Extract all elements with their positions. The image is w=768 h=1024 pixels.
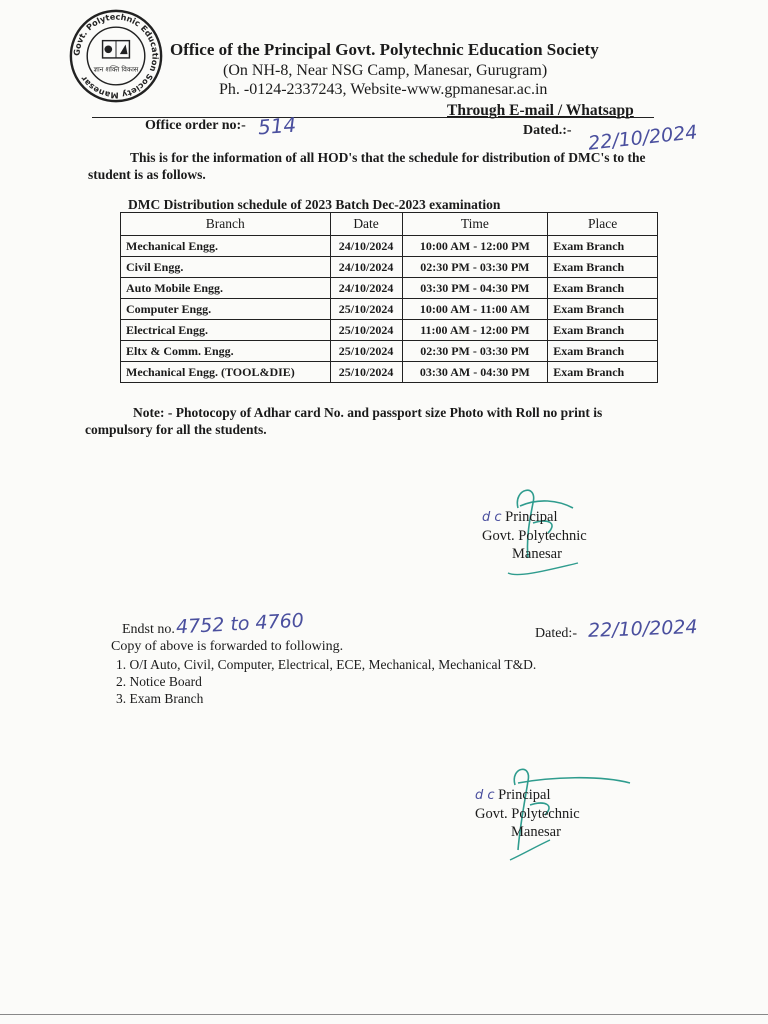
cell-date: 25/10/2024 xyxy=(330,341,402,362)
header-branch: Branch xyxy=(121,213,331,236)
table-row xyxy=(121,299,658,320)
signature-2-line-manesar: Manesar xyxy=(511,824,561,840)
signature-block-1 xyxy=(482,508,587,563)
info-paragraph: This is for the information of all HOD's that the schedule for distribution of DMC's to the student is as follows. xyxy=(88,150,646,182)
cell-date: 24/10/2024 xyxy=(330,278,402,299)
logo-ring-text: Govt. Polytechnic Education Society Manesar xyxy=(71,11,161,101)
cell-place: Exam Branch xyxy=(548,278,658,299)
dated-value: 22/10/2024 xyxy=(587,121,699,155)
schedule-title: DMC Distribution schedule of 2023 Batch Dec-2023 examination xyxy=(128,197,501,212)
cell-place: Exam Branch xyxy=(548,362,658,383)
cell-branch: Electrical Engg. xyxy=(121,320,331,341)
cell-date: 24/10/2024 xyxy=(330,257,402,278)
table-row xyxy=(121,257,658,278)
cell-place: Exam Branch xyxy=(548,299,658,320)
page-bottom-edge xyxy=(0,1014,768,1015)
cell-branch: Eltx & Comm. Engg. xyxy=(121,341,331,362)
cell-time: 03:30 AM - 04:30 PM xyxy=(402,362,548,383)
signature-2-line-principal: Principal xyxy=(498,787,551,803)
cell-branch: Civil Engg. xyxy=(121,257,331,278)
header-address: (On NH-8, Near NSG Camp, Manesar, Gurugram) xyxy=(223,62,548,79)
cell-place: Exam Branch xyxy=(548,320,658,341)
cell-branch: Auto Mobile Engg. xyxy=(121,278,331,299)
schedule-table xyxy=(120,212,658,383)
cell-date: 25/10/2024 xyxy=(330,362,402,383)
logo-motto: ज्ञान शक्ति विकास xyxy=(93,65,139,74)
table-row xyxy=(121,341,658,362)
cell-time: 02:30 PM - 03:30 PM xyxy=(402,257,548,278)
schedule-header-row xyxy=(121,213,658,236)
signature-2-line-govt: Govt. Polytechnic xyxy=(475,806,580,822)
signature-1-line-principal: Principal xyxy=(505,509,558,525)
signature-2-principal xyxy=(475,786,580,805)
table-row xyxy=(121,236,658,257)
dated-label: Dated.:- xyxy=(523,123,572,138)
header-phone-website: Ph. -0124-2337243, Website-www.gpmanesar.ac.in xyxy=(219,81,548,98)
endorsement-dated-value: 22/10/2024 xyxy=(587,616,698,642)
cell-date: 25/10/2024 xyxy=(330,320,402,341)
signature-1-principal xyxy=(482,508,587,527)
forward-list xyxy=(116,656,536,707)
cell-time: 03:30 PM - 04:30 PM xyxy=(402,278,548,299)
list-item: 3. Exam Branch xyxy=(116,691,204,706)
cell-date: 25/10/2024 xyxy=(330,299,402,320)
cell-place: Exam Branch xyxy=(548,341,658,362)
through-email-whatsapp: Through E-mail / Whatsapp xyxy=(447,102,634,119)
office-order-number: 514 xyxy=(257,112,297,140)
signature-2-initials: d c xyxy=(475,788,495,803)
endst-value: 4752 to 4760 xyxy=(175,609,305,639)
signature-1-line-govt: Govt. Polytechnic xyxy=(482,528,587,544)
cell-time: 10:00 AM - 11:00 AM xyxy=(402,299,548,320)
cell-place: Exam Branch xyxy=(548,236,658,257)
cell-date: 24/10/2024 xyxy=(330,236,402,257)
header-time: Time xyxy=(402,213,548,236)
endst-label: Endst no. xyxy=(122,622,175,637)
table-row xyxy=(121,320,658,341)
list-item: 2. Notice Board xyxy=(116,674,202,689)
cell-place: Exam Branch xyxy=(548,257,658,278)
signature-1-initials: d c xyxy=(482,510,502,525)
table-row xyxy=(121,362,658,383)
endorsement-dated-label: Dated:- xyxy=(535,626,577,641)
header-place: Place xyxy=(548,213,658,236)
cell-time: 11:00 AM - 12:00 PM xyxy=(402,320,548,341)
copy-forwarded-text: Copy of above is forwarded to following. xyxy=(111,639,344,654)
society-logo xyxy=(68,8,164,104)
signature-block-2 xyxy=(475,786,580,841)
cell-branch: Mechanical Engg. xyxy=(121,236,331,257)
cell-time: 10:00 AM - 12:00 PM xyxy=(402,236,548,257)
header-date: Date xyxy=(330,213,402,236)
table-row xyxy=(121,278,658,299)
cell-time: 02:30 PM - 03:30 PM xyxy=(402,341,548,362)
list-item: 1. O/I Auto, Civil, Computer, Electrical, ECE, Mechanical, Mechanical T&D. xyxy=(116,657,537,672)
note-paragraph: Note: - Photocopy of Adhar card No. and passport size Photo with Roll no print is compulsory for all the students. xyxy=(85,405,603,437)
signature-1-line-manesar: Manesar xyxy=(512,546,562,562)
cell-branch: Mechanical Engg. (TOOL&DIE) xyxy=(121,362,331,383)
office-order-label: Office order no:- xyxy=(145,118,246,133)
header-title: Office of the Principal Govt. Polytechnic Education Society xyxy=(170,40,599,59)
cell-branch: Computer Engg. xyxy=(121,299,331,320)
